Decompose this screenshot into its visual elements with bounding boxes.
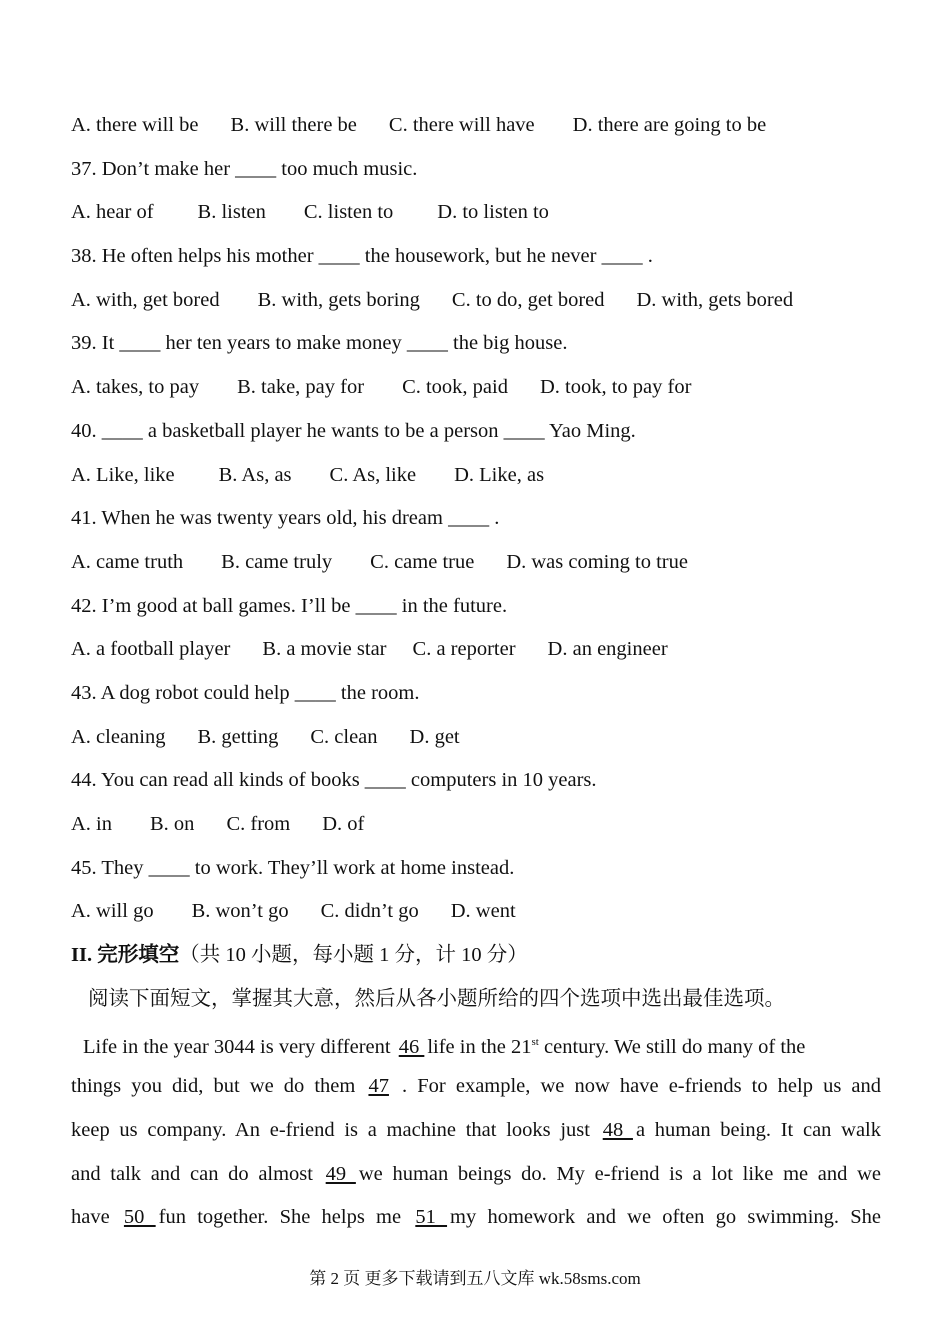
answer-options bbox=[71, 803, 881, 847]
cloze-passage bbox=[71, 1021, 881, 1239]
answer-option: A. in bbox=[71, 813, 112, 835]
passage-line: things you did, but we do them 47 . For example, we now have e-friends to help us and bbox=[71, 1075, 881, 1098]
answer-options bbox=[71, 628, 881, 672]
question-stem: 40. ____ a basketball player he wants to be a person ____ Yao Ming. bbox=[71, 419, 636, 442]
answer-option: B. take, pay for bbox=[237, 376, 365, 399]
passage-line: keep us company. An e-friend is a machine that looks just 48 a human being. It can walk bbox=[71, 1118, 881, 1141]
section-heading-title: II. 完形填空 bbox=[71, 944, 180, 967]
answer-option: B. on bbox=[150, 813, 195, 835]
answer-options bbox=[71, 890, 881, 934]
answer-option: B. getting bbox=[197, 725, 279, 748]
passage-line: have 50 fun together. She helps me 51 my homework and we often go swimming. She bbox=[71, 1206, 882, 1229]
answer-option: A. will go bbox=[71, 900, 154, 923]
question-stem: 45. They ____ to work. They’ll work at home instead. bbox=[71, 856, 515, 879]
answer-options bbox=[71, 366, 881, 410]
cloze-blank: 47 bbox=[368, 1075, 389, 1098]
answer-option: A. came truth bbox=[71, 550, 184, 573]
section-heading bbox=[71, 934, 881, 978]
answer-option: C. listen to bbox=[303, 201, 394, 224]
answer-option: D. with, gets bored bbox=[636, 288, 794, 311]
answer-option: C. didn’t go bbox=[320, 900, 419, 923]
question-stem: 42. I’m good at ball games. I’ll be ____ in the future. bbox=[71, 594, 508, 617]
cloze-blank: 46 bbox=[398, 1036, 425, 1059]
passage-line: and talk and can do almost 49 we human beings do. My e-friend is a lot like me and we bbox=[71, 1162, 881, 1185]
answer-option: D. get bbox=[409, 725, 460, 748]
answer-option: A. takes, to pay bbox=[71, 376, 200, 399]
answer-option: D. there are going to be bbox=[572, 114, 767, 136]
question-list bbox=[71, 104, 881, 934]
answer-option: C. came true bbox=[370, 550, 475, 573]
answer-option: C. from bbox=[226, 813, 291, 835]
answer-option: B. As, as bbox=[218, 463, 292, 486]
answer-options bbox=[71, 104, 881, 148]
answer-options bbox=[71, 279, 881, 323]
answer-option: B. came truly bbox=[221, 550, 333, 573]
answer-options bbox=[71, 454, 881, 498]
answer-option: D. Like, as bbox=[454, 463, 545, 486]
passage-line: Life in the year 3044 is very different 46 life in the 21st century. We still do many of the bbox=[83, 1036, 806, 1059]
cloze-blank: 48 bbox=[602, 1118, 633, 1141]
answer-option: C. took, paid bbox=[402, 376, 508, 399]
answer-option: D. went bbox=[450, 900, 516, 923]
question-stem: 38. He often helps his mother ____ the housework, but he never ____ . bbox=[71, 245, 653, 268]
answer-option: B. won’t go bbox=[191, 900, 289, 923]
page-footer: 第 2 页 更多下载请到五八文库 wk.58sms.com bbox=[309, 1269, 641, 1288]
answer-option: B. with, gets boring bbox=[257, 288, 420, 311]
answer-option: D. of bbox=[322, 813, 365, 835]
answer-option: C. clean bbox=[310, 725, 378, 748]
section-instruction: 阅读下面短文，掌握其大意，然后从各小题所给的四个选项中选出最佳选项。 bbox=[88, 987, 785, 1010]
ordinal-suffix: st bbox=[531, 1036, 539, 1049]
answer-option: A. a football player bbox=[71, 638, 231, 661]
answer-options bbox=[71, 541, 881, 585]
answer-option: D. an engineer bbox=[547, 638, 668, 661]
cloze-blank: 51 bbox=[415, 1206, 448, 1229]
answer-option: C. to do, get bored bbox=[451, 288, 605, 311]
answer-option: D. to listen to bbox=[437, 201, 549, 224]
answer-option: B. will there be bbox=[230, 114, 357, 136]
exam-page bbox=[71, 104, 881, 1240]
question-stem: 37. Don’t make her ____ too much music. bbox=[71, 157, 418, 180]
answer-option: C. As, like bbox=[329, 463, 417, 486]
question-stem: 39. It ____ her ten years to make money ____ the big house. bbox=[71, 332, 568, 355]
question-stem: 44. You can read all kinds of books ____ computers in 10 years. bbox=[71, 769, 597, 792]
answer-option: B. a movie star bbox=[262, 638, 387, 661]
question-stem: 43. A dog robot could help ____ the room. bbox=[71, 681, 420, 704]
answer-option: A. with, get bored bbox=[71, 288, 220, 311]
answer-options bbox=[71, 716, 881, 760]
answer-options bbox=[71, 191, 881, 235]
answer-option: A. hear of bbox=[71, 201, 154, 224]
question-stem: 41. When he was twenty years old, his dream ____ . bbox=[71, 507, 500, 530]
answer-option: A. Like, like bbox=[71, 463, 175, 486]
answer-option: B. listen bbox=[197, 201, 266, 224]
answer-option: D. took, to pay for bbox=[539, 376, 692, 399]
cloze-blank: 49 bbox=[325, 1162, 356, 1185]
answer-option: A. cleaning bbox=[71, 725, 166, 748]
section-heading-detail: （共 10 小题，每小题 1 分，计 10 分） bbox=[179, 944, 528, 967]
answer-option: C. a reporter bbox=[412, 638, 516, 661]
cloze-blank: 50 bbox=[123, 1206, 156, 1229]
answer-option: C. there will have bbox=[388, 114, 535, 136]
answer-option: A. there will be bbox=[71, 114, 199, 136]
answer-option: D. was coming to true bbox=[506, 550, 688, 573]
